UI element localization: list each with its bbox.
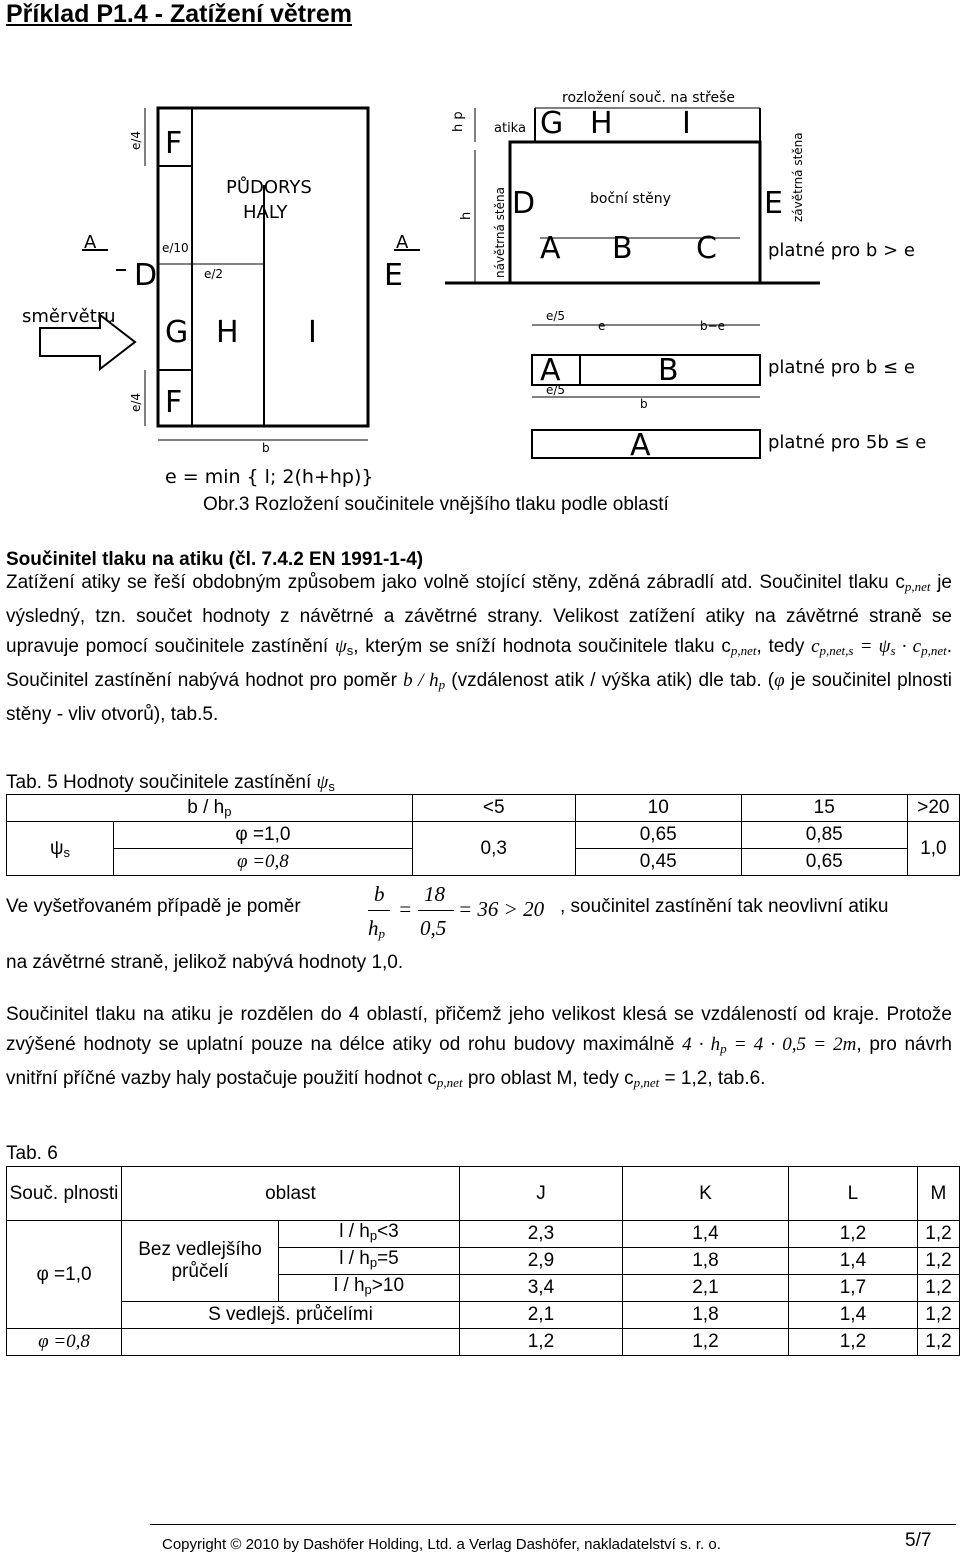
- svg-text:e/4: e/4: [129, 392, 143, 412]
- section-heading: Součinitel tlaku na atiku (čl. 7.4.2 EN 1991-1-4): [6, 549, 424, 570]
- svg-text:e/4: e/4: [129, 130, 143, 150]
- figure-caption: Obr.3 Rozložení součinitele vnějšího tlaku podle oblastí: [203, 494, 669, 515]
- tab6-caption: Tab. 6: [6, 1143, 58, 1164]
- svg-text:e = min { l; 2(h+hp)}: e = min { l; 2(h+hp)}: [165, 466, 374, 488]
- zone-H: H: [216, 315, 239, 350]
- svg-text:platné pro b > e: platné pro b > e: [768, 240, 915, 261]
- svg-text:e/5: e/5: [546, 309, 566, 323]
- svg-text:h: h: [459, 211, 474, 220]
- svg-text:HALY: HALY: [243, 202, 288, 223]
- footer-copyright: Copyright © 2010 by Dashöfer Holding, Ltd. a Verlag Dashöfer, nakladatelství s. r. o.: [162, 1536, 721, 1553]
- svg-text:A: A: [630, 428, 651, 463]
- ratio-text: Ve vyšetřovaném případě je poměr: [6, 896, 301, 917]
- svg-text:e/10: e/10: [162, 241, 189, 255]
- zone-G: G: [165, 315, 189, 350]
- zone-F-top: F: [165, 126, 183, 161]
- paragraph-1: Zatížení atiky se řeší obdobným způsobem jako volně stojící stěny, zděná zábradlí atd. Součinitel tlaku $c_{p,net}$ je výsledný, tzn. součet hodnoty z návětrné a závětrné strany. Velikost zatížení atiky na závětrné straně se upravuje pomocí součinitele zastínění $\psi_s$, kterým se sníží hodnota součinitele tlaku $c_{p,net}$, tedy $c_{p,net,s} = \psi_s \cdot c_{p,net}$. Součinitel zastínění nabývá hodnot pro poměr b / $h_p$ (vzdálenost atik / výška atik) dle tab. (φ je součinitel plnosti stěny - vliv otvorů), tab.5.: [6, 572, 953, 725]
- svg-text:b: b: [640, 397, 648, 411]
- zone-D: D: [134, 258, 158, 293]
- svg-text:atika: atika: [494, 121, 526, 136]
- svg-text:rozložení souč. na střeše: rozložení souč. na střeše: [562, 90, 735, 106]
- svg-text:G: G: [540, 106, 564, 141]
- page-title: Příklad P1.4 - Zatížení větrem: [6, 0, 352, 28]
- svg-text:závětrná stěna: závětrná stěna: [791, 132, 805, 222]
- svg-text:A: A: [396, 232, 409, 253]
- svg-text:platné pro b ≤ e: platné pro b ≤ e: [768, 357, 915, 378]
- svg-text:h p: h p: [451, 111, 466, 132]
- svg-text:b: b: [262, 441, 270, 455]
- zone-E: E: [384, 258, 403, 293]
- svg-text:b−e: b−e: [700, 319, 726, 333]
- zone-I: I: [308, 315, 317, 350]
- svg-text:D: D: [512, 186, 536, 221]
- svg-text:A: A: [540, 353, 561, 388]
- page-number: 5/7: [905, 1530, 932, 1551]
- svg-text:e: e: [598, 319, 606, 333]
- paragraph-2: Součinitel tlaku na atiku je rozdělen do 4 oblastí, přičemž jeho velikost klesá se vzdáleností od kraje. Protože zvýšené hodnoty se uplatní pouze na délce atiky od rohu budovy maximálně $4 \cdot h_p = 4 \cdot 0,5 = 2m$, pro návrh vnitřní příčné vazby haly postačuje použití hodnot $c_{p,net}$ pro oblast M, tedy $c_{p,net} = 1,2$, tab.6.: [6, 1004, 952, 1090]
- tab5-caption: Tab. 5 Hodnoty součinitele zastínění $\psi_s$: [6, 772, 335, 794]
- table-5: b / $h_p$ <5 10 15 >20 $\psi_s$ φ =1,0 0,3 0,65 0,85 1,0 φ =0,8 0,45 0,65: [6, 794, 960, 876]
- svg-text:A: A: [540, 231, 561, 266]
- svg-text:C: C: [696, 231, 717, 266]
- svg-text:B: B: [658, 353, 679, 388]
- svg-text:směr: směr: [22, 306, 68, 327]
- svg-text:A: A: [84, 232, 97, 253]
- svg-text:větru: větru: [68, 306, 116, 327]
- table-6: Souč. plnosti oblast J K L M φ =1,0 Bez vedlejšího průčelí $l / h_p<3$ 2,3 1,4 1,2 1,2 $l / h_p=5$ 2,9 1,8 1,4 1,2 $l / h_p>10$ 3,4 2,1 1,7 1,2 S vedlejš. průčelími 2,1 1,8 1,4 1,2 φ =0,8 1,2 1,2 1,2 1,2: [6, 1166, 960, 1356]
- svg-text:B: B: [612, 231, 633, 266]
- svg-text:platné pro 5b ≤ e: platné pro 5b ≤ e: [768, 432, 927, 453]
- zone-F-bottom: F: [165, 385, 183, 420]
- svg-text:boční stěny: boční stěny: [590, 191, 671, 207]
- wind-zone-figure: [0, 80, 960, 490]
- svg-text:e/2: e/2: [204, 267, 224, 281]
- svg-text:I: I: [682, 106, 691, 141]
- svg-text:PŮDORYS: PŮDORYS: [226, 177, 312, 198]
- svg-text:návětrná stěna: návětrná stěna: [493, 187, 507, 278]
- svg-text:H: H: [590, 106, 613, 141]
- svg-text:E: E: [764, 186, 783, 221]
- svg-text:e/5: e/5: [546, 383, 566, 397]
